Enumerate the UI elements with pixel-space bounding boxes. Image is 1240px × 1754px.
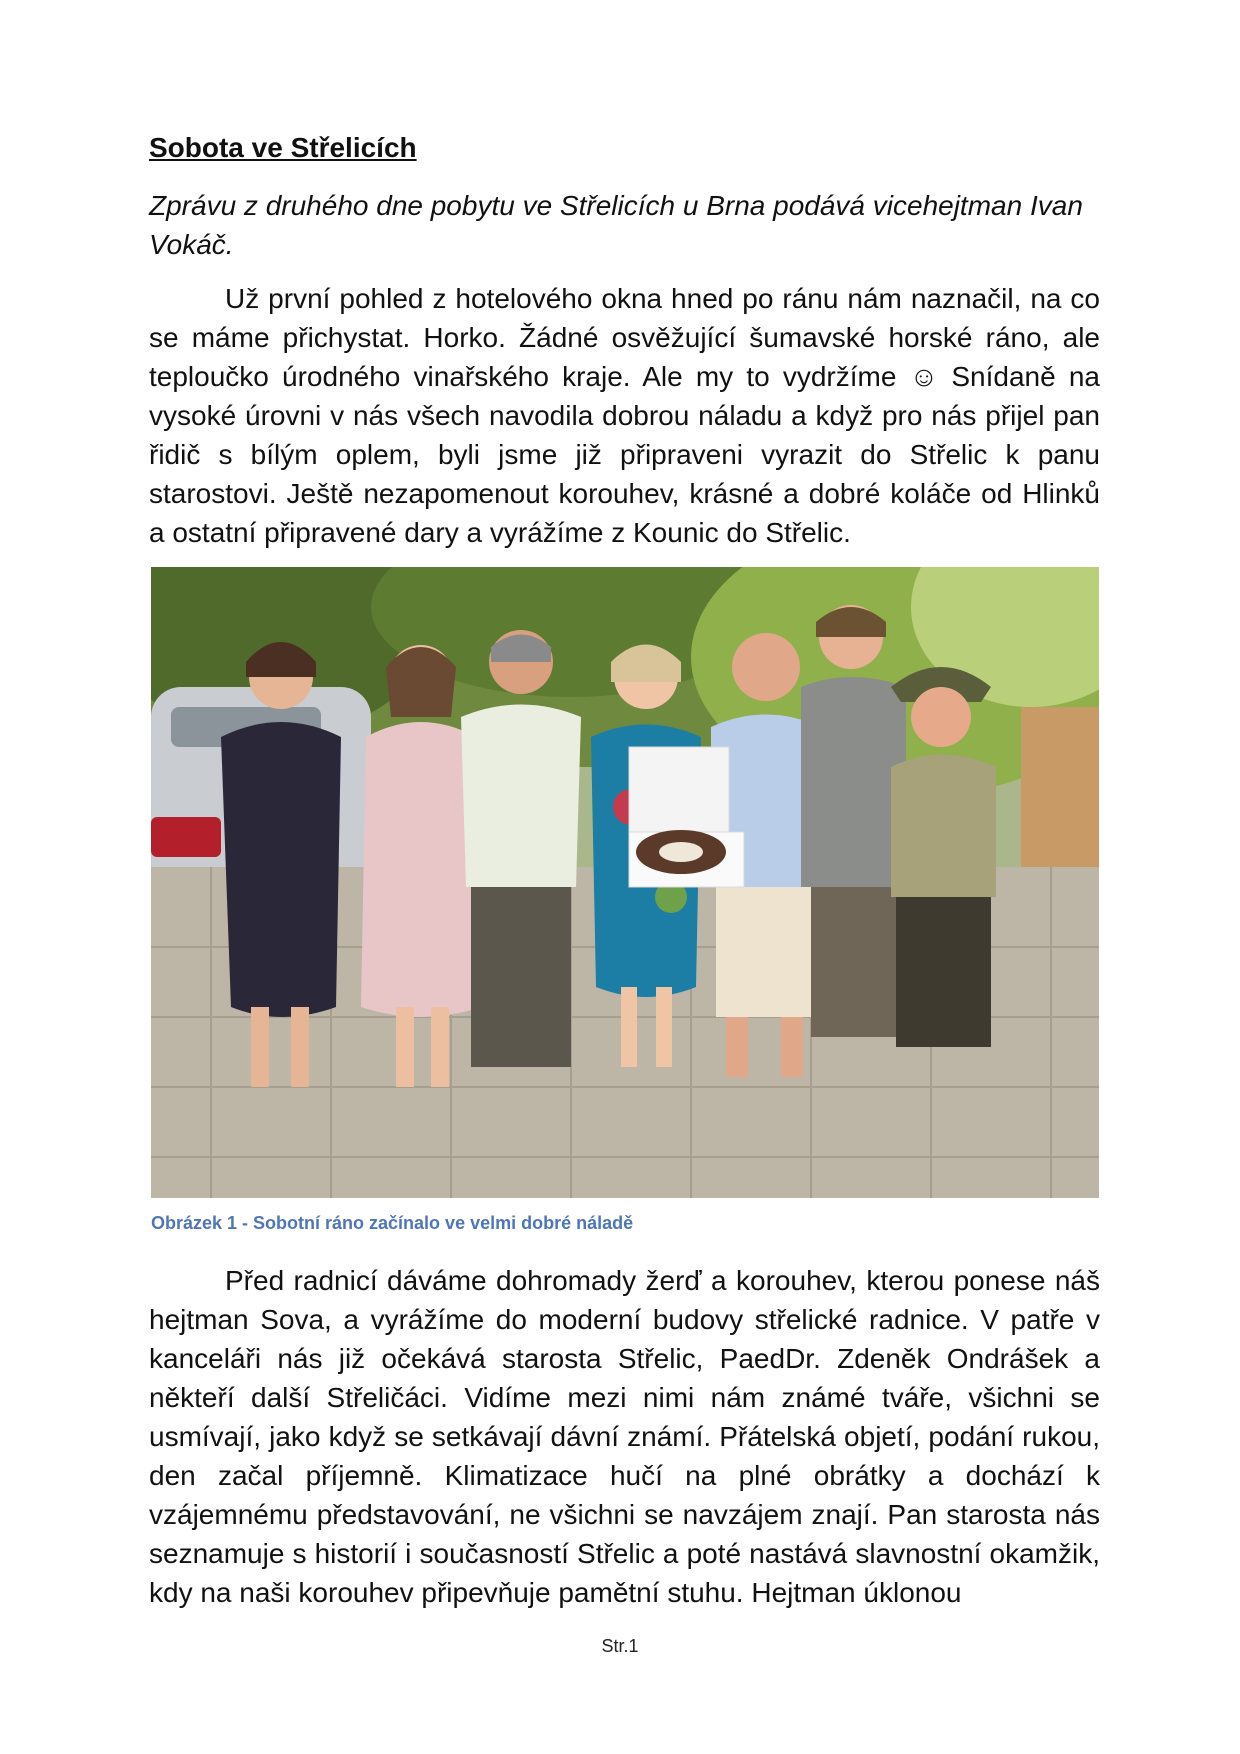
paragraph-1 bbox=[149, 279, 1100, 552]
paragraph-1-text: Už první pohled z hotelového okna hned po ránu nám naznačil, na co se máme přichystat. Horko. Žádné osvěžující šumavské horské ráno, ale teploučko úrodného vinařského kraje. Ale my to vydržíme ☺ Snídaně na vysoké úrovni v nás všech navodila dobrou náladu a když pro nás přijel pan řidič s bílým oplem, byli jsme již připraveni vyrazit do Střelic k panu starostovi. Ještě nezapomenout korouhev, krásné a dobré koláče od Hlinků a ostatní připravené dary a vyrážíme z Kounic do Střelic. bbox=[149, 283, 1100, 548]
paragraph-2-text: Před radnicí dáváme dohromady žerď a korouhev, kterou ponese náš hejtman Sova, a vyrážíme do moderní budovy střelické radnice. V patře v kanceláři nás již očekává starosta Střelic, PaedDr. Zdeněk Ondrášek a někteří další Střeličáci. Vidíme mezi nimi nám známé tváře, všichni se usmívají, jako když se setkávají dávní známí. Přátelská objetí, podání rukou, den začal příjemně. Klimatizace hučí na plné obrátky a dochází k vzájemnému představování, ne všichni se navzájem znají. Pan starosta nás seznamuje s historií i současností Střelic a poté nastává slavnostní okamžik, kdy na naši korouhev připevňuje pamětní stuhu. Hejtman úklonou bbox=[149, 1265, 1100, 1608]
paragraph-2 bbox=[149, 1261, 1100, 1612]
figure-caption: Obrázek 1 - Sobotní ráno začínalo ve velmi dobré náladě bbox=[151, 1213, 634, 1233]
cake-box bbox=[629, 747, 744, 887]
article-title: Sobota ve Střelicích bbox=[149, 132, 417, 163]
group-photo bbox=[151, 567, 1099, 1198]
page-number: Str.1 bbox=[601, 1636, 639, 1656]
article-lead: Zprávu z druhého dne pobytu ve Střelicích u Brna podává vicehejtman Ivan Vokáč. bbox=[149, 190, 1083, 260]
